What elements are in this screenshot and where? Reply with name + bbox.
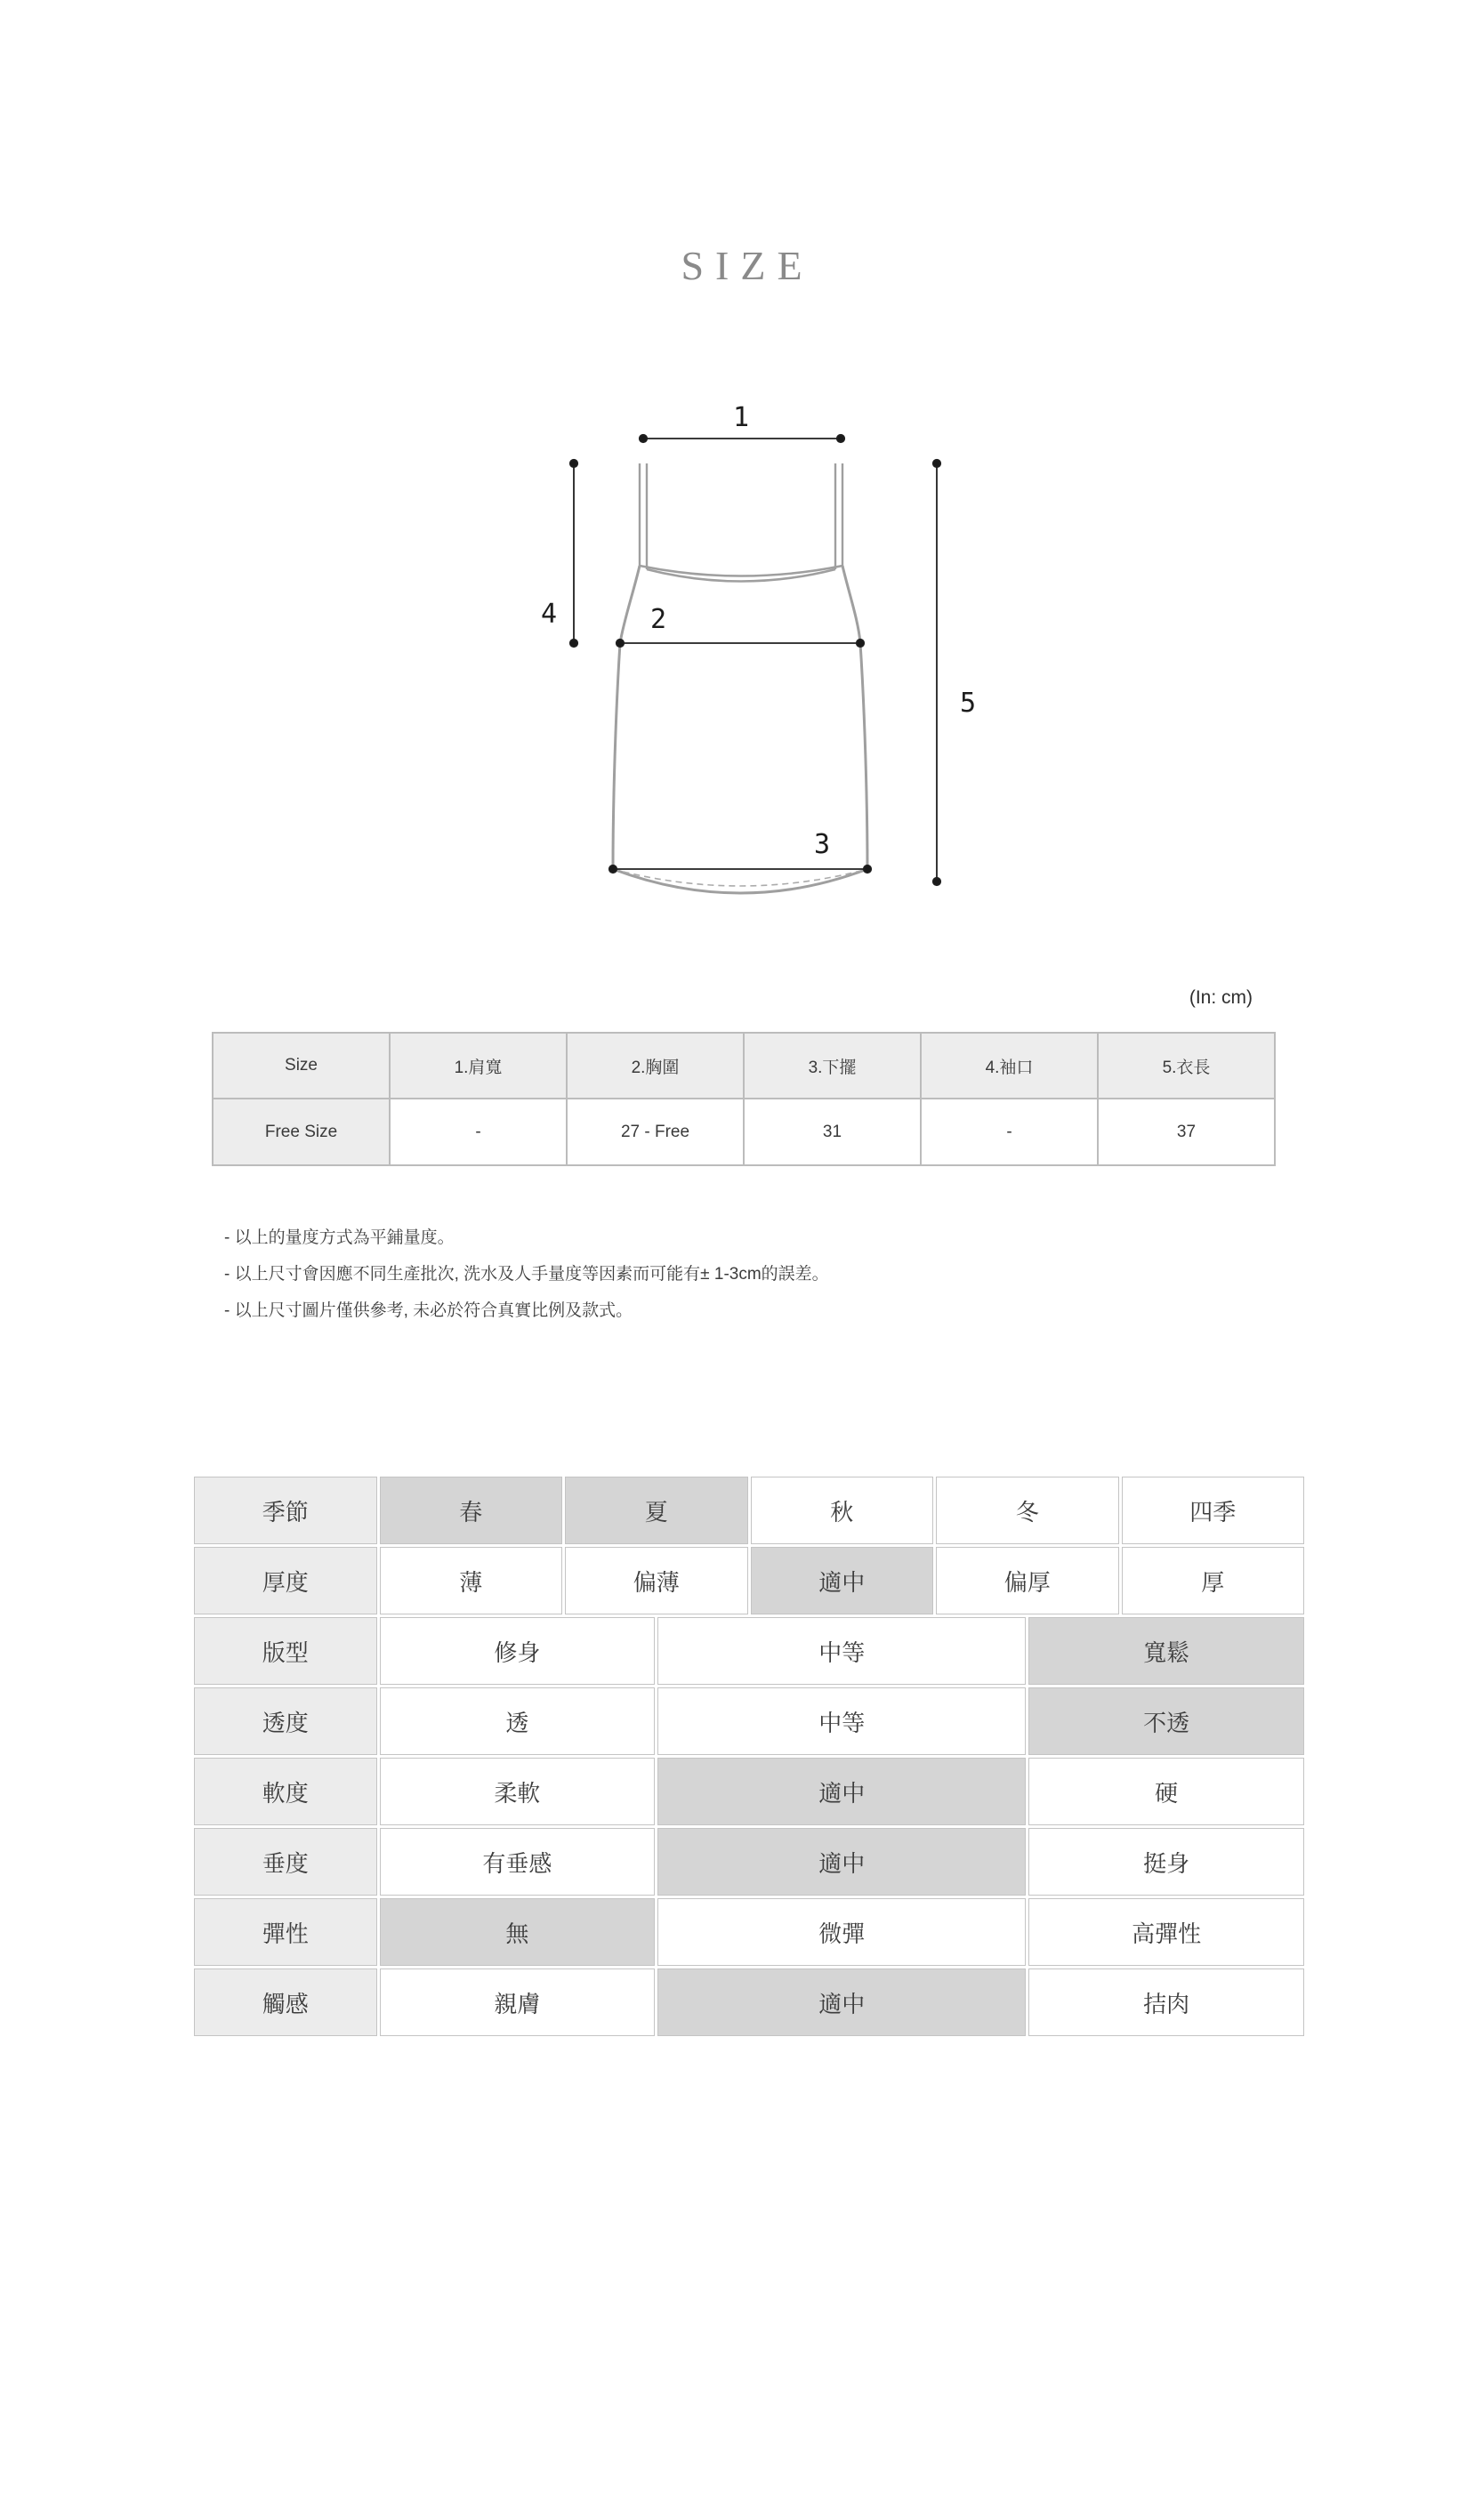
- attr-option: 硬: [1028, 1758, 1304, 1825]
- measure-label-5: 5: [959, 688, 977, 719]
- garment-measurement-diagram: [498, 391, 1014, 907]
- attr-label-drape: 垂度: [194, 1828, 377, 1896]
- attr-option: 微彈: [657, 1898, 1026, 1966]
- size-table-col-length: 5.衣長: [1098, 1033, 1275, 1099]
- page-title: SIZE: [681, 243, 814, 288]
- size-table-col-hem: 3.下擺: [744, 1033, 921, 1099]
- attr-option: 不透: [1028, 1687, 1304, 1755]
- attr-option: 四季: [1122, 1477, 1305, 1544]
- attr-option: 適中: [657, 1968, 1026, 2036]
- attr-option: 偏薄: [565, 1547, 748, 1614]
- measure-number-labels: [541, 402, 976, 860]
- attr-option: 中等: [657, 1687, 1026, 1755]
- attr-label-fit: 版型: [194, 1617, 377, 1685]
- attr-label-touch: 觸感: [194, 1968, 377, 2036]
- size-table-col-size: Size: [213, 1033, 390, 1099]
- attr-option: 無: [380, 1898, 656, 1966]
- attr-option: 適中: [751, 1547, 934, 1614]
- attr-option: 偏厚: [936, 1547, 1119, 1614]
- bust-value-cell: 27 - Free: [567, 1099, 744, 1165]
- attr-option: 修身: [380, 1617, 656, 1685]
- attr-label-softness: 軟度: [194, 1758, 377, 1825]
- measure-label-2: 2: [649, 604, 667, 635]
- attr-option: 秋: [751, 1477, 934, 1544]
- unit-label: (In: cm): [1189, 987, 1253, 1008]
- note-line: - 以上尺寸會因應不同生產批次, 洗水及人手量度等因素而可能有± 1-3cm的誤差。: [224, 1265, 829, 1284]
- attr-label-elasticity: 彈性: [194, 1898, 377, 1966]
- attr-option: 寬鬆: [1028, 1617, 1304, 1685]
- attr-option: 有垂感: [380, 1828, 656, 1896]
- size-table-row-free-size: [213, 1099, 1275, 1165]
- measure-1-shoulder: [640, 435, 844, 442]
- attr-option: 中等: [657, 1617, 1026, 1685]
- attr-option: 春: [380, 1477, 563, 1544]
- size-table: [212, 1032, 1276, 1166]
- attr-option: 適中: [657, 1758, 1026, 1825]
- measurement-notes: [224, 1220, 829, 1329]
- size-name-cell: Free Size: [213, 1099, 390, 1165]
- attr-option: 夏: [565, 1477, 748, 1544]
- note-line: - 以上的量度方式為平鋪量度。: [224, 1228, 455, 1247]
- hem-value-cell: 31: [744, 1099, 921, 1165]
- measure-2-bust: [617, 640, 864, 647]
- measure-5-length: [933, 460, 940, 885]
- measure-label-3: 3: [813, 829, 831, 860]
- attr-row-sheerness: [194, 1687, 1304, 1755]
- attr-option: 冬: [936, 1477, 1119, 1544]
- attr-option: 薄: [380, 1547, 563, 1614]
- attr-row-season: [194, 1477, 1304, 1544]
- attr-label-thickness: 厚度: [194, 1547, 377, 1614]
- attr-option: 適中: [657, 1828, 1026, 1896]
- cuff-value-cell: -: [921, 1099, 1098, 1165]
- size-table-col-bust: 2.胸圍: [567, 1033, 744, 1099]
- attr-row-drape: [194, 1828, 1304, 1896]
- size-table-col-cuff: 4.袖口: [921, 1033, 1098, 1099]
- size-table-col-shoulder: 1.肩寬: [390, 1033, 567, 1099]
- note-line: - 以上尺寸圖片僅供參考, 未必於符合真實比例及款式。: [224, 1301, 633, 1320]
- attr-row-fit: [194, 1617, 1304, 1685]
- attr-option: 挺身: [1028, 1828, 1304, 1896]
- size-table-header-row: [213, 1033, 1275, 1099]
- measure-label-4: 4: [540, 599, 558, 630]
- measure-3-hem: [609, 865, 871, 873]
- attr-option: 厚: [1122, 1547, 1305, 1614]
- attr-label-sheerness: 透度: [194, 1687, 377, 1755]
- attr-option: 柔軟: [380, 1758, 656, 1825]
- attr-option: 拮肉: [1028, 1968, 1304, 2036]
- shoulder-value-cell: -: [390, 1099, 567, 1165]
- attr-row-touch: [194, 1968, 1304, 2036]
- measure-4-armhole: [570, 460, 577, 647]
- attributes-table: [191, 1474, 1307, 2039]
- attr-row-thickness: [194, 1547, 1304, 1614]
- attr-option: 高彈性: [1028, 1898, 1304, 1966]
- measurement-lines: [570, 435, 940, 885]
- attr-row-elasticity: [194, 1898, 1304, 1966]
- hem-inner-dashed-line: [613, 869, 867, 886]
- measure-label-1: 1: [732, 402, 750, 433]
- attr-option: 親膚: [380, 1968, 656, 2036]
- attr-label-season: 季節: [194, 1477, 377, 1544]
- attr-option: 透: [380, 1687, 656, 1755]
- attr-row-softness: [194, 1758, 1304, 1825]
- length-value-cell: 37: [1098, 1099, 1275, 1165]
